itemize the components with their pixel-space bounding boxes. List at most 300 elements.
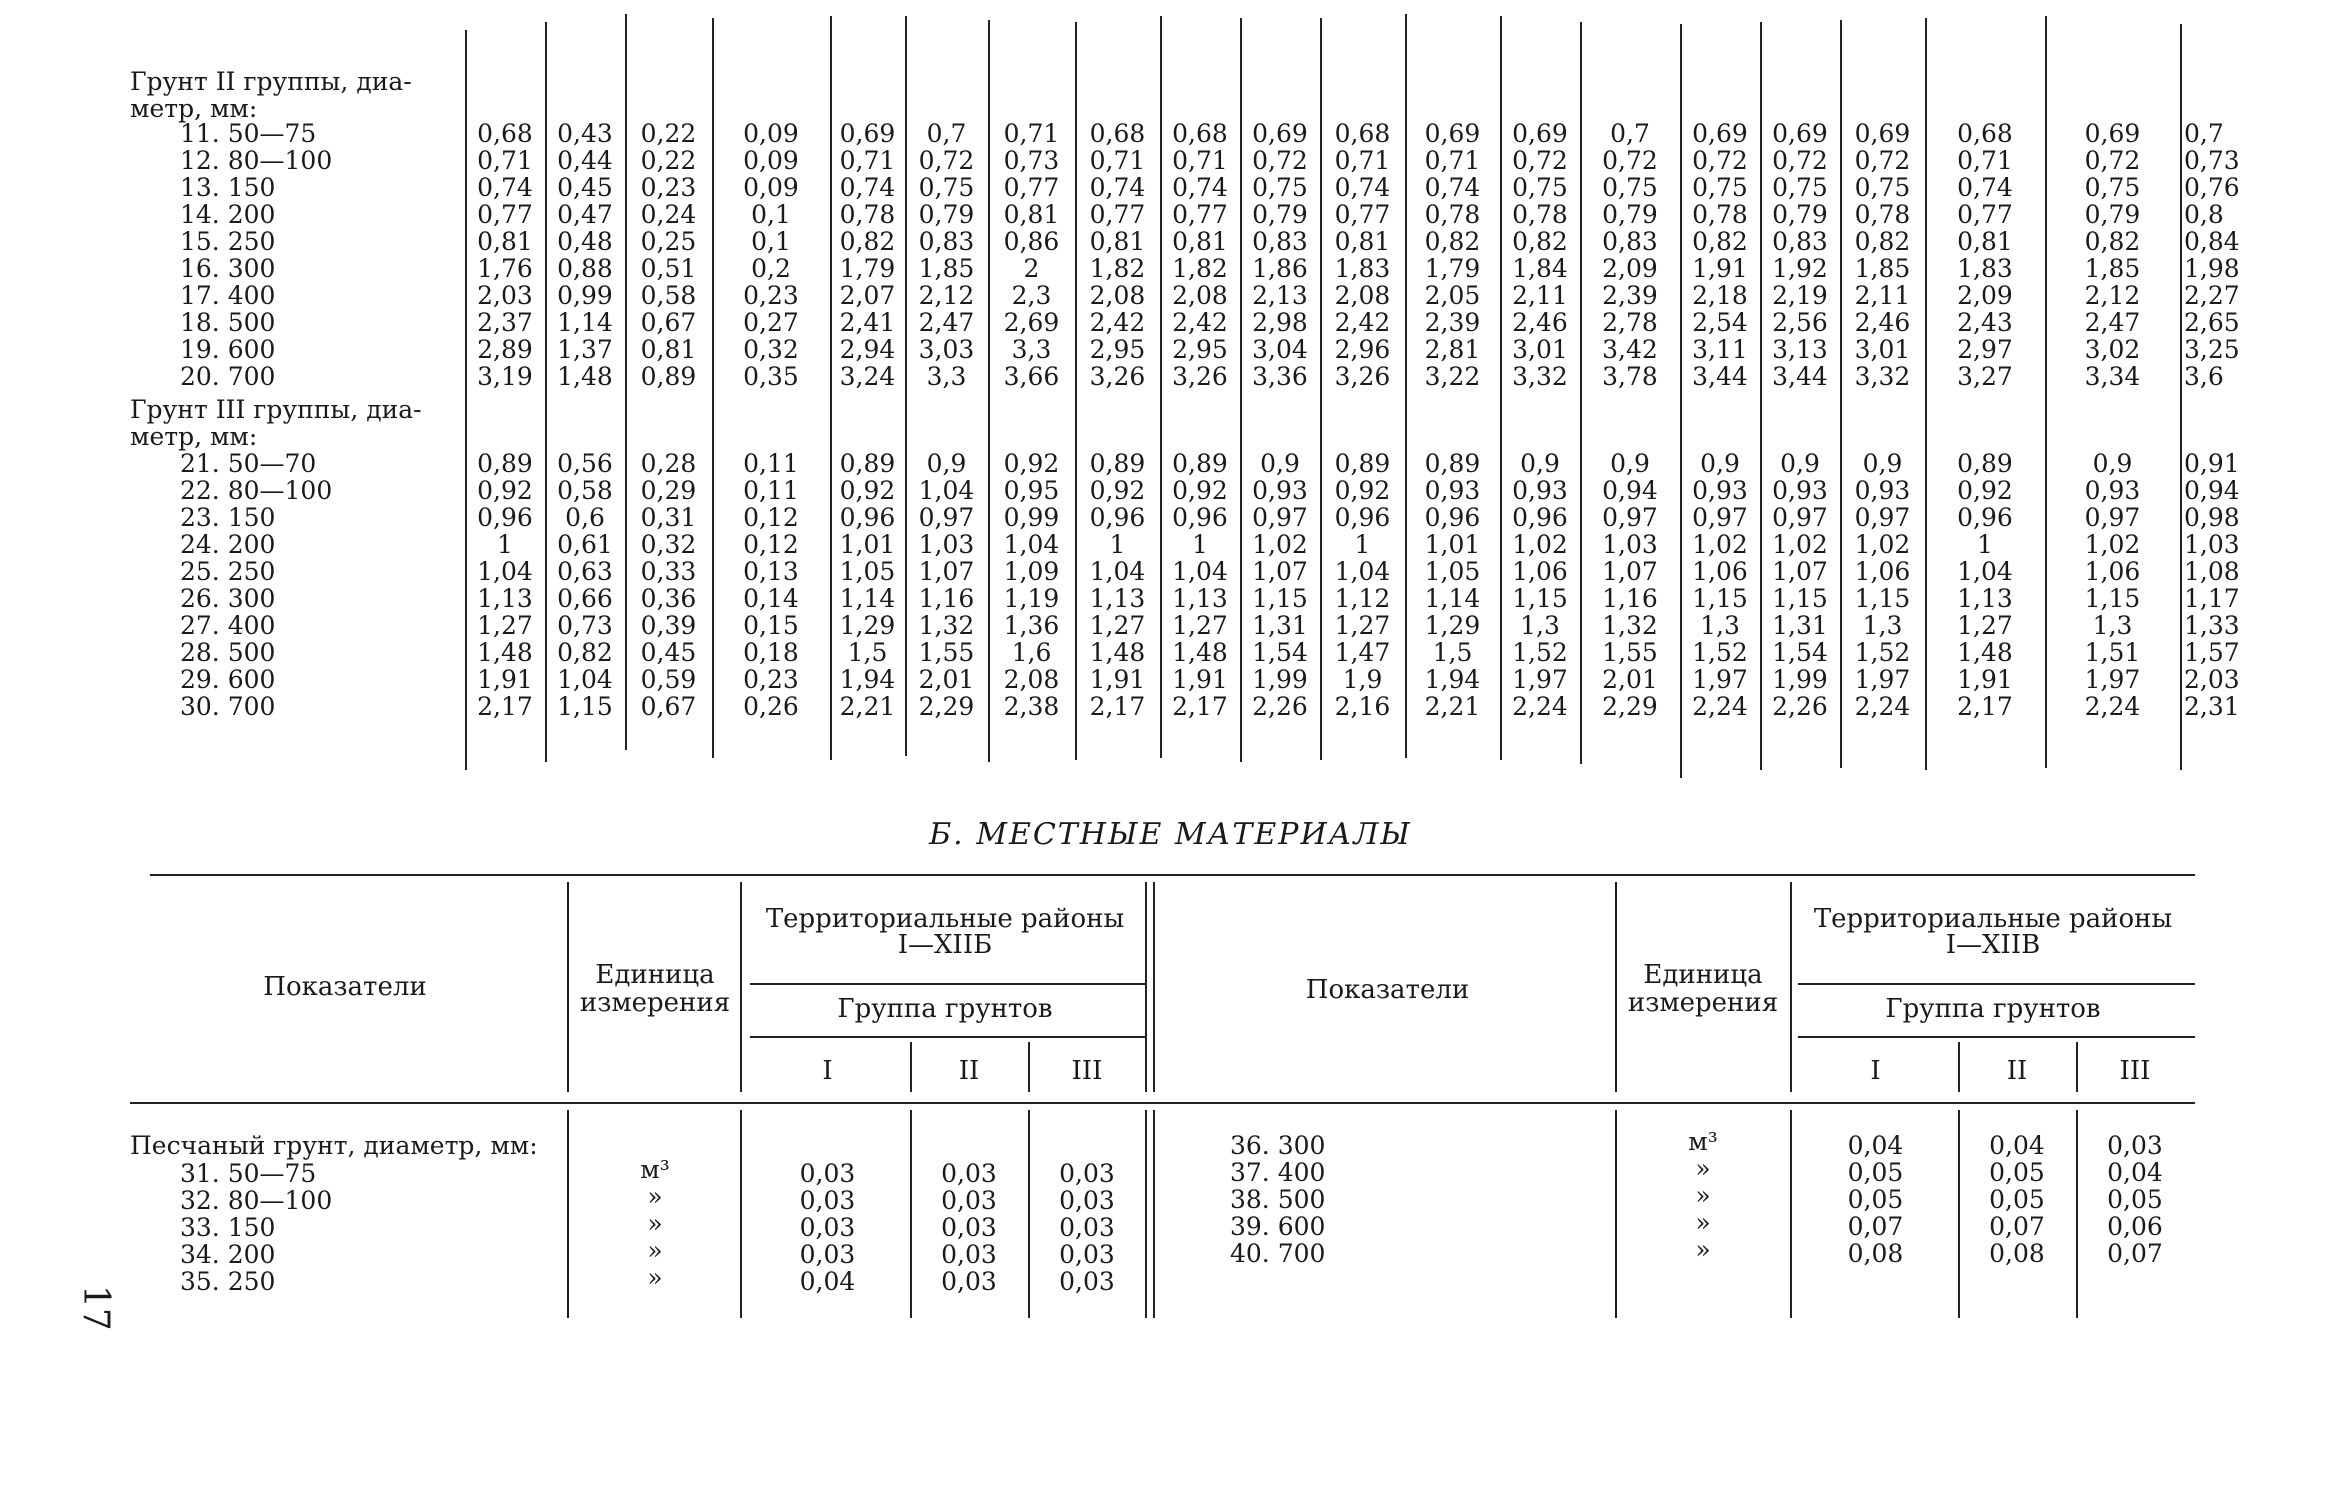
- value-cell: 2,65: [2184, 308, 2240, 337]
- value-cell: 3,32: [1854, 362, 1911, 391]
- value-cell: 2,08: [1334, 281, 1391, 310]
- value-cell: 0,72: [1252, 146, 1308, 175]
- value-cell: 0,83: [1252, 227, 1308, 256]
- value-cell: 3,6: [2184, 362, 2224, 391]
- value-cell: 1,3: [1862, 611, 1903, 640]
- value-cell: 0,71: [477, 146, 533, 175]
- value-cell: 1,16: [918, 584, 975, 613]
- value-cell: 0,03: [941, 1186, 997, 1215]
- value-cell: 1,98: [2184, 254, 2240, 283]
- value-cell: 3,44: [1692, 362, 1748, 391]
- value-cell: 0,67: [640, 308, 697, 337]
- value-cell: 0,59: [640, 665, 697, 694]
- value-cell: 1,37: [557, 335, 613, 364]
- value-cell: 1,13: [1089, 584, 1146, 613]
- value-cell: 1,97: [1512, 665, 1568, 694]
- row-label: 32. 80—100: [180, 1186, 333, 1215]
- value-cell: 0,09: [743, 173, 799, 202]
- value-cell: 3,3: [1011, 335, 1052, 364]
- groups-rule-left: [750, 1036, 1145, 1038]
- value-cell: 1,04: [557, 665, 613, 694]
- value-cell: 2,96: [1334, 335, 1391, 364]
- value-cell: 2,03: [477, 281, 533, 310]
- value-cell: 2,08: [1089, 281, 1146, 310]
- value-cell: 0,94: [1602, 476, 1658, 505]
- value-cell: 1,06: [1692, 557, 1748, 586]
- column-rule: [1500, 16, 1502, 760]
- column-rule: [1405, 14, 1407, 758]
- value-cell: 0,93: [1512, 476, 1568, 505]
- value-cell: 0,97: [918, 503, 975, 532]
- value-cell: 0,78: [1854, 200, 1911, 229]
- value-cell: 2,26: [1772, 692, 1828, 721]
- column-rule: [1153, 882, 1155, 1092]
- value-cell: 0,05: [2107, 1185, 2163, 1214]
- value-cell: 0,86: [1003, 227, 1060, 256]
- value-cell: 3,04: [1252, 335, 1308, 364]
- value-cell: 0,2: [751, 254, 791, 283]
- value-cell: 3,24: [839, 362, 896, 391]
- value-cell: 0,12: [743, 503, 799, 532]
- value-cell: 0,96: [839, 503, 896, 532]
- column-rule: [2045, 16, 2047, 768]
- value-cell: 0,68: [1957, 119, 2013, 148]
- value-cell: 0,47: [557, 200, 613, 229]
- value-cell: 1,85: [2084, 254, 2141, 283]
- value-cell: 0,78: [1692, 200, 1748, 229]
- value-cell: 1,33: [2184, 611, 2240, 640]
- value-cell: 0,96: [1172, 503, 1228, 532]
- row-label: 30. 700: [180, 692, 276, 721]
- header-regions-right-line1: Территориальные районы: [1813, 904, 2173, 934]
- value-cell: 2,97: [1957, 335, 2013, 364]
- value-cell: 0,07: [1847, 1212, 1904, 1241]
- value-cell: 1,27: [477, 611, 533, 640]
- value-cell: 1,07: [1252, 557, 1308, 586]
- row-label: 33. 150: [180, 1213, 276, 1242]
- value-cell: 1,04: [1172, 557, 1228, 586]
- header-unit-right-line2: измерения: [1627, 988, 1779, 1018]
- value-cell: 0,68: [1089, 119, 1146, 148]
- value-cell: 0,82: [557, 638, 613, 667]
- row-label: 19. 600: [180, 335, 276, 364]
- value-cell: 0,6: [565, 503, 605, 532]
- value-cell: 2,16: [1334, 692, 1391, 721]
- header-indicators-left: Показатели: [263, 972, 427, 1002]
- value-cell: 1,9: [1342, 665, 1383, 694]
- value-cell: 2,24: [1692, 692, 1748, 721]
- value-cell: 0,77: [1334, 200, 1391, 229]
- value-cell: 1,05: [839, 557, 896, 586]
- value-cell: 3,22: [1424, 362, 1481, 391]
- value-cell: 2,29: [1602, 692, 1658, 721]
- value-cell: 0,66: [557, 584, 613, 613]
- value-cell: 0,43: [557, 119, 613, 148]
- value-cell: 0,99: [557, 281, 613, 310]
- value-cell: 0,81: [640, 335, 697, 364]
- value-cell: 0,05: [1847, 1185, 1904, 1214]
- value-cell: 0,75: [1252, 173, 1308, 202]
- row-label: 14. 200: [180, 200, 276, 229]
- column-rule: [625, 14, 627, 750]
- value-cell: 2,69: [1003, 308, 1060, 337]
- row-label: 18. 500: [180, 308, 276, 337]
- value-cell: 2,39: [1602, 281, 1658, 310]
- value-cell: 1,07: [1602, 557, 1658, 586]
- value-cell: 1,04: [1089, 557, 1146, 586]
- column-rule: [2180, 24, 2182, 770]
- value-cell: 0,82: [1692, 227, 1748, 256]
- value-cell: 0,79: [1602, 200, 1658, 229]
- value-cell: 0,79: [1252, 200, 1308, 229]
- value-cell: 1,01: [839, 530, 896, 559]
- value-cell: 1,85: [1854, 254, 1911, 283]
- value-cell: 0,79: [918, 200, 975, 229]
- value-cell: 3,26: [1334, 362, 1391, 391]
- value-cell: 2,01: [1602, 665, 1658, 694]
- value-cell: 0,56: [557, 449, 613, 478]
- value-cell: 3,32: [1512, 362, 1568, 391]
- value-cell: 1,17: [2184, 584, 2240, 613]
- value-cell: 1,04: [1003, 530, 1060, 559]
- group2-title-line: Грунт II группы, диа-: [130, 67, 412, 96]
- header-soil-group-left: Группа грунтов: [837, 994, 1053, 1024]
- value-cell: 0,1: [751, 200, 791, 229]
- value-cell: 0,03: [2107, 1131, 2163, 1160]
- value-cell: 1,03: [918, 530, 975, 559]
- value-cell: 0,61: [557, 530, 613, 559]
- column-rule: [1320, 18, 1322, 760]
- value-cell: 1,97: [1854, 665, 1911, 694]
- table-top-rule: [150, 874, 2195, 876]
- value-cell: 0,75: [918, 173, 975, 202]
- value-cell: 2,21: [1424, 692, 1481, 721]
- value-cell: 0,98: [2184, 503, 2240, 532]
- unit-cell: »: [647, 1236, 663, 1265]
- value-cell: 2,18: [1692, 281, 1748, 310]
- value-cell: 1,04: [1334, 557, 1391, 586]
- column-rule: [712, 18, 714, 758]
- header-regions-left-line2: I—XIIБ: [897, 930, 993, 960]
- value-cell: 1,02: [2084, 530, 2141, 559]
- value-cell: 0,72: [1772, 146, 1828, 175]
- section-title-local-materials: Б. МЕСТНЫЕ МАТЕРИАЛЫ: [929, 817, 1412, 852]
- value-cell: 1,29: [1424, 611, 1481, 640]
- value-cell: 0,9: [1780, 449, 1820, 478]
- value-cell: 0,93: [1854, 476, 1911, 505]
- value-cell: 0,96: [1512, 503, 1568, 532]
- value-cell: 2,38: [1003, 692, 1060, 721]
- value-cell: 2,41: [839, 308, 896, 337]
- value-cell: 0,92: [1089, 476, 1146, 505]
- column-rule: [1153, 1110, 1155, 1318]
- value-cell: 0,77: [1172, 200, 1228, 229]
- value-cell: 0,75: [1854, 173, 1911, 202]
- value-cell: 1,08: [2184, 557, 2240, 586]
- value-cell: 3,03: [918, 335, 975, 364]
- regions-rule-left: [750, 983, 1145, 985]
- value-cell: 2,37: [477, 308, 533, 337]
- value-cell: 0,89: [477, 449, 533, 478]
- value-cell: 2,46: [1854, 308, 1911, 337]
- value-cell: 0,45: [557, 173, 613, 202]
- value-cell: 1,55: [1602, 638, 1658, 667]
- value-cell: 0,69: [839, 119, 896, 148]
- value-cell: 2,42: [1172, 308, 1228, 337]
- value-cell: 0,51: [640, 254, 697, 283]
- value-cell: 3,26: [1089, 362, 1146, 391]
- row-label: 36. 300: [1230, 1131, 1326, 1160]
- value-cell: 0,95: [1003, 476, 1060, 505]
- value-cell: 0,03: [1059, 1186, 1115, 1215]
- value-cell: 2,17: [477, 692, 533, 721]
- value-cell: 0,03: [1059, 1267, 1115, 1296]
- header-group-iii-left: III: [1071, 1056, 1103, 1086]
- value-cell: 1,31: [1252, 611, 1308, 640]
- value-cell: 1,5: [847, 638, 888, 667]
- value-cell: 0,89: [1172, 449, 1228, 478]
- value-cell: 0,31: [640, 503, 697, 532]
- unit-cell: »: [647, 1182, 663, 1211]
- value-cell: 2,17: [1172, 692, 1228, 721]
- row-label: 26. 300: [180, 584, 276, 613]
- column-rule: [740, 1110, 742, 1318]
- header-unit-right-line1: Единица: [1643, 960, 1763, 990]
- value-cell: 0,82: [1854, 227, 1911, 256]
- value-cell: 1,83: [1334, 254, 1391, 283]
- value-cell: 1,12: [1334, 584, 1391, 613]
- value-cell: 2,17: [1957, 692, 2013, 721]
- value-cell: 2,11: [1512, 281, 1568, 310]
- column-rule: [567, 1110, 569, 1318]
- value-cell: 2,31: [2184, 692, 2240, 721]
- row-label: 13. 150: [180, 173, 276, 202]
- column-rule: [545, 22, 547, 762]
- value-cell: 2: [1023, 254, 1040, 283]
- value-cell: 1,29: [839, 611, 896, 640]
- value-cell: 0,92: [839, 476, 896, 505]
- value-cell: 1,94: [839, 665, 896, 694]
- value-cell: 0,05: [1847, 1158, 1904, 1187]
- value-cell: 0,81: [1089, 227, 1146, 256]
- header-group-i-left: I: [822, 1056, 833, 1086]
- value-cell: 0,82: [2084, 227, 2141, 256]
- value-cell: 1,02: [1512, 530, 1568, 559]
- value-cell: 1,52: [1692, 638, 1748, 667]
- value-cell: 1,04: [918, 476, 975, 505]
- value-cell: 1,32: [918, 611, 975, 640]
- value-cell: 0,77: [1003, 173, 1060, 202]
- value-cell: 1,76: [477, 254, 533, 283]
- value-cell: 0,78: [1424, 200, 1481, 229]
- value-cell: 1,52: [1512, 638, 1568, 667]
- value-cell: 0,73: [557, 611, 613, 640]
- regions-rule-right: [1798, 983, 2195, 985]
- value-cell: 0,12: [743, 530, 799, 559]
- column-rule: [1760, 22, 1762, 770]
- value-cell: 0,29: [640, 476, 697, 505]
- value-cell: 0,74: [1957, 173, 2013, 202]
- value-cell: 0,36: [640, 584, 697, 613]
- value-cell: 1,82: [1172, 254, 1228, 283]
- value-cell: 1,3: [1520, 611, 1560, 640]
- column-rule: [1615, 882, 1617, 1092]
- value-cell: 0,92: [1003, 449, 1060, 478]
- header-regions-right-line2: I—XIIB: [1945, 930, 2041, 960]
- value-cell: 0,89: [1957, 449, 2013, 478]
- value-cell: 0,03: [799, 1213, 856, 1242]
- value-cell: 1,36: [1003, 611, 1060, 640]
- value-cell: 0,03: [1059, 1159, 1115, 1188]
- row-label: 15. 250: [180, 227, 276, 256]
- value-cell: 3,27: [1957, 362, 2013, 391]
- value-cell: 1,3: [2092, 611, 2133, 640]
- value-cell: 2,19: [1772, 281, 1828, 310]
- value-cell: 2,11: [1854, 281, 1911, 310]
- value-cell: 0,97: [1252, 503, 1308, 532]
- value-cell: 3,13: [1772, 335, 1828, 364]
- value-cell: 0,03: [941, 1159, 997, 1188]
- value-cell: 0,97: [1772, 503, 1828, 532]
- value-cell: 2,21: [839, 692, 896, 721]
- value-cell: 0,1: [751, 227, 791, 256]
- value-cell: 1,15: [557, 692, 613, 721]
- value-cell: 1,99: [1772, 665, 1828, 694]
- value-cell: 0,39: [640, 611, 697, 640]
- value-cell: 0,9: [1700, 449, 1740, 478]
- value-cell: 1,79: [1424, 254, 1481, 283]
- header-group-ii-left: II: [958, 1056, 980, 1086]
- value-cell: 0,71: [1089, 146, 1146, 175]
- value-cell: 0,58: [557, 476, 613, 505]
- column-rule: [1790, 1110, 1792, 1318]
- value-cell: 2,95: [1089, 335, 1146, 364]
- value-cell: 0,81: [1003, 200, 1060, 229]
- value-cell: 0,73: [2184, 146, 2240, 175]
- row-label: 31. 50—75: [180, 1159, 317, 1188]
- value-cell: 0,81: [1172, 227, 1228, 256]
- value-cell: 0,24: [640, 200, 697, 229]
- header-indicators-right: Показатели: [1305, 975, 1470, 1005]
- value-cell: 2,89: [477, 335, 533, 364]
- value-cell: 0,03: [941, 1267, 997, 1296]
- value-cell: 2,08: [1172, 281, 1228, 310]
- value-cell: 0,81: [477, 227, 533, 256]
- value-cell: 1,91: [1172, 665, 1228, 694]
- value-cell: 0,82: [839, 227, 896, 256]
- value-cell: 1,02: [1854, 530, 1911, 559]
- value-cell: 1,55: [918, 638, 975, 667]
- value-cell: 0,74: [1334, 173, 1391, 202]
- value-cell: 1,91: [1692, 254, 1748, 283]
- value-cell: 2,26: [1252, 692, 1308, 721]
- row-label: 25. 250: [180, 557, 276, 586]
- value-cell: 0,97: [1602, 503, 1658, 532]
- value-cell: 1,52: [1854, 638, 1911, 667]
- value-cell: 2,81: [1424, 335, 1481, 364]
- row-label: 39. 600: [1230, 1212, 1326, 1241]
- value-cell: 0,18: [743, 638, 799, 667]
- value-cell: 0,97: [2084, 503, 2141, 532]
- value-cell: 0,83: [1602, 227, 1658, 256]
- value-cell: 0,99: [1003, 503, 1060, 532]
- value-cell: 0,35: [743, 362, 799, 391]
- value-cell: 1,02: [1252, 530, 1308, 559]
- value-cell: 1,3: [1700, 611, 1740, 640]
- value-cell: 1,48: [1089, 638, 1146, 667]
- value-cell: 2,24: [2084, 692, 2141, 721]
- value-cell: 1,91: [477, 665, 533, 694]
- value-cell: 0,63: [557, 557, 613, 586]
- value-cell: 1,03: [1602, 530, 1658, 559]
- column-rule: [1615, 1110, 1617, 1318]
- value-cell: 3,78: [1602, 362, 1658, 391]
- value-cell: 0,91: [2184, 449, 2240, 478]
- value-cell: 1,07: [1772, 557, 1828, 586]
- value-cell: 0,96: [1334, 503, 1391, 532]
- value-cell: 0,93: [1692, 476, 1748, 505]
- value-cell: 0,45: [640, 638, 697, 667]
- value-cell: 0,32: [743, 335, 799, 364]
- value-cell: 0,22: [640, 146, 697, 175]
- value-cell: 0,76: [2184, 173, 2240, 202]
- value-cell: 0,13: [743, 557, 799, 586]
- column-rule: [567, 882, 569, 1092]
- local-materials-table: [0, 860, 2341, 1340]
- value-cell: 3,11: [1692, 335, 1748, 364]
- value-cell: 0,06: [2107, 1212, 2163, 1241]
- value-cell: 0,07: [2107, 1239, 2163, 1268]
- value-cell: 0,96: [477, 503, 533, 532]
- row-label: 23. 150: [180, 503, 276, 532]
- value-cell: 1: [497, 530, 513, 559]
- value-cell: 0,72: [1602, 146, 1658, 175]
- value-cell: 1,15: [1772, 584, 1828, 613]
- group3-title-line: Грунт III группы, диа-: [130, 395, 422, 424]
- value-cell: 0,81: [1334, 227, 1391, 256]
- value-cell: 0,04: [2107, 1158, 2163, 1187]
- value-cell: 1,27: [1957, 611, 2013, 640]
- value-cell: 2,27: [2184, 281, 2240, 310]
- value-cell: 1,13: [477, 584, 533, 613]
- value-cell: 0,97: [1854, 503, 1911, 532]
- value-cell: 0,69: [1512, 119, 1568, 148]
- header-unit-left-line2: измерения: [579, 988, 731, 1018]
- value-cell: 3,3: [926, 362, 967, 391]
- value-cell: 0,74: [1424, 173, 1481, 202]
- value-cell: 0,33: [640, 557, 697, 586]
- value-cell: 0,82: [1424, 227, 1481, 256]
- value-cell: 0,94: [2184, 476, 2240, 505]
- value-cell: 2,13: [1252, 281, 1308, 310]
- column-rule: [465, 30, 467, 770]
- value-cell: 0,89: [1334, 449, 1391, 478]
- row-label: 22. 80—100: [180, 476, 333, 505]
- value-cell: 1,94: [1424, 665, 1481, 694]
- value-cell: 0,9: [1610, 449, 1650, 478]
- value-cell: 0,83: [918, 227, 975, 256]
- value-cell: 1,19: [1003, 584, 1060, 613]
- value-cell: 0,9: [1862, 449, 1903, 478]
- value-cell: 0,58: [640, 281, 697, 310]
- value-cell: 0,03: [941, 1240, 997, 1269]
- value-cell: 0,75: [1512, 173, 1568, 202]
- value-cell: 1,84: [1512, 254, 1568, 283]
- value-cell: 1,02: [1772, 530, 1828, 559]
- value-cell: 1,54: [1772, 638, 1828, 667]
- value-cell: 0,89: [839, 449, 896, 478]
- value-cell: 0,72: [918, 146, 975, 175]
